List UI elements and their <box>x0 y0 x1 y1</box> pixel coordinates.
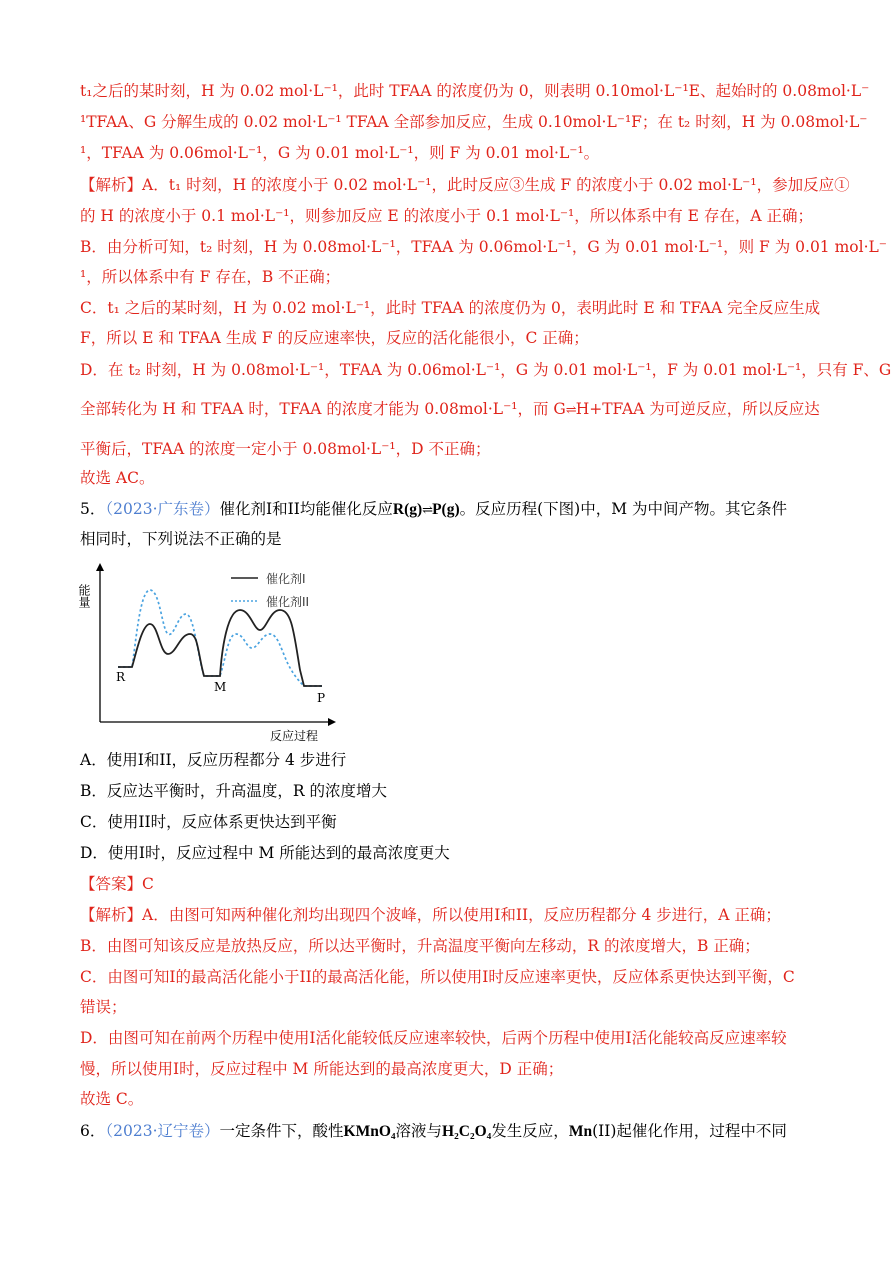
q5-option-b: B．反应达平衡时，升高温度，R 的浓度增大 <box>80 782 387 800</box>
q5-analysis-d1: D．由图可知在前两个历程中使用I活化能较低反应速率较快，后两个历程中使用I活化能较高反应速率较 <box>80 1029 787 1047</box>
q4-conclusion: 故选 AC。 <box>80 469 155 487</box>
analysis-label: 【解析】 <box>80 176 143 194</box>
equilibrium-arrow-icon: ⇌ <box>422 503 433 518</box>
q5-option-d: D．使用I时，反应过程中 M 所能达到的最高浓度更大 <box>80 844 450 862</box>
y-axis-label: 能量 <box>77 584 91 608</box>
y-axis-arrow-icon <box>96 563 104 571</box>
q5-analysis-c2: 错误； <box>80 998 127 1016</box>
q4-analysis-b2: ¹，所以体系中有 F 存在，B 不正确； <box>80 268 341 286</box>
q5-analysis-a: 【解析】A．由图可知两种催化剂均出现四个波峰，所以使用I和II，反应历程都分 4 步进行，A 正确； <box>80 906 781 924</box>
x-axis-arrow-icon <box>328 718 336 726</box>
catalyst-1-curve <box>118 610 322 686</box>
label-P: P <box>317 691 326 705</box>
q4-analysis-a2: 的 H 的浓度小于 0.1 mol·L⁻¹，则参加反应 E 的浓度小于 0.1 mol·L⁻¹，所以体系中有 E 存在，A 正确； <box>80 207 814 225</box>
q4-analysis-line: ¹，TFAA 为 0.06mol·L⁻¹，G 为 0.01 mol·L⁻¹，则 F 为 0.01 mol·L⁻¹。 <box>80 144 600 162</box>
legend-catalyst-1: 催化剂I <box>266 572 306 586</box>
question-number: 6． <box>80 1122 106 1140</box>
q5-analysis-d2: 慢，所以使用I时，反应过程中 M 所能达到的最高浓度更大，D 正确； <box>80 1060 564 1078</box>
q5-analysis-b: B．由图可知该反应是放热反应，所以达平衡时，升高温度平衡向左移动，R 的浓度增大，B 正确； <box>80 937 760 955</box>
x-axis-label: 反应过程 <box>270 729 319 743</box>
q4-analysis-line: ¹TFAA、G 分解生成的 0.02 mol·L⁻¹ TFAA 全部参加反应，生成 0.10mol·L⁻¹F；在 t₂ 时刻，H 为 0.08mol·L⁻ <box>80 113 868 131</box>
label-R: R <box>116 670 126 684</box>
equilibrium-arrow-icon: ⇌ <box>565 403 576 418</box>
answer-value: C <box>142 875 154 893</box>
q5-option-a: A．使用I和II，反应历程都分 4 步进行 <box>80 751 347 769</box>
q4-analysis-line: t₁之后的某时刻，H 为 0.02 mol·L⁻¹，此时 TFAA 的浓度仍为 0，则表明 0.10mol·L⁻¹E、起始时的 0.08mol·L⁻ <box>80 82 870 100</box>
q5-conclusion: 故选 C。 <box>80 1090 144 1108</box>
q5-stem-line2: 相同时，下列说法不正确的是 <box>80 530 282 548</box>
q4-analysis-a1: 【解析】A．t₁ 时刻，H 的浓度小于 0.02 mol·L⁻¹，此时反应③生成 F 的浓度小于 0.02 mol·L⁻¹，参加反应① <box>80 176 850 194</box>
energy-profile-svg <box>77 562 368 743</box>
q5-option-c: C．使用II时，反应体系更快达到平衡 <box>80 813 337 831</box>
q5-analysis-c1: C．由图可知I的最高活化能小于II的最高活化能，所以使用I时反应速率更快，反应体系更快达到平衡，C <box>80 968 795 986</box>
q4-analysis-d3: 平衡后，TFAA 的浓度一定小于 0.08mol·L⁻¹，D 不正确； <box>80 440 491 458</box>
q5-stem-line1: 5．（2023·广东卷）催化剂I和II均能催化反应R(g)⇌P(g)。反应历程(下图)中，M 为中间产物。其它条件 <box>80 498 787 520</box>
question-source: （2023·广东卷） <box>105 500 220 518</box>
q4-analysis-c1: C．t₁ 之后的某时刻，H 为 0.02 mol·L⁻¹，此时 TFAA 的浓度仍为 0，表明此时 E 和 TFAA 完全反应生成 <box>80 299 821 317</box>
q5-answer <box>80 873 154 895</box>
q4-analysis-c2: F，所以 E 和 TFAA 生成 F 的反应速率快，反应的活化能很小，C 正确； <box>80 329 589 347</box>
energy-profile-figure <box>77 562 368 743</box>
question-number: 5． <box>80 500 106 518</box>
q4-analysis-d1: D．在 t₂ 时刻，H 为 0.08mol·L⁻¹，TFAA 为 0.06mol·L⁻¹，G 为 0.01 mol·L⁻¹，F 为 0.01 mol·L⁻¹，只有 F、G <box>80 361 892 379</box>
q4-analysis-d2: 全部转化为 H 和 TFAA 时，TFAA 的浓度才能为 0.08mol·L⁻¹，而 G⇌H+TFAA 为可逆反应，所以反应达 <box>80 398 820 420</box>
label-M: M <box>214 680 227 694</box>
answer-label: 【答案】 <box>80 875 143 893</box>
question-source: （2023·辽宁卷） <box>105 1122 220 1140</box>
q6-stem-line1: 6．（2023·辽宁卷）一定条件下，酸性KMnO₄溶液与H₂C₂O₄发生反应，Mn(II)起催化作用，过程中不同 <box>80 1122 787 1140</box>
analysis-label: 【解析】 <box>80 906 143 924</box>
legend-catalyst-2: 催化剂II <box>266 595 310 609</box>
q4-analysis-b1: B．由分析可知，t₂ 时刻，H 为 0.08mol·L⁻¹，TFAA 为 0.06mol·L⁻¹，G 为 0.01 mol·L⁻¹，则 F 为 0.01 mol·L⁻ <box>80 238 887 256</box>
